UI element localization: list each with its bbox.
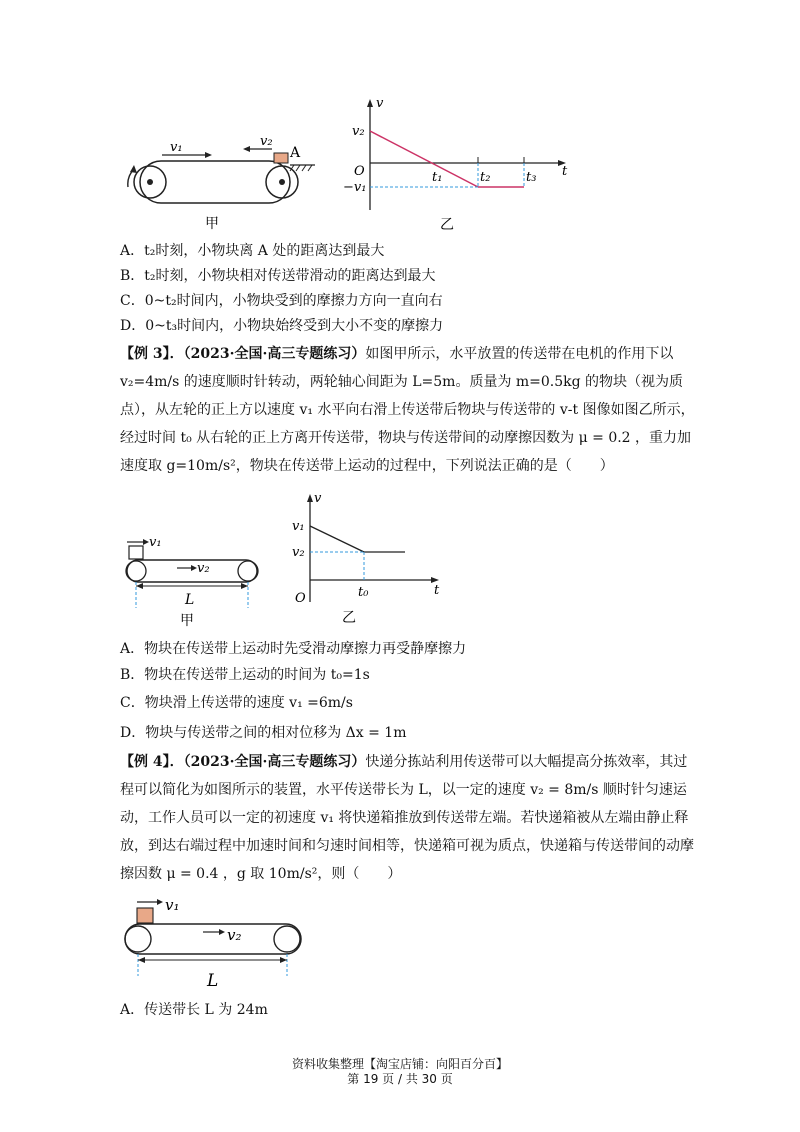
- fig1-yi-v-axis: v: [376, 96, 384, 111]
- footer-source: 资料收集整理【淘宝店铺：向阳百分百】: [291, 1057, 508, 1071]
- fig1-v1-label: v₁: [170, 140, 183, 155]
- fig1-yi-t1: t₁: [432, 170, 443, 185]
- ex4-text: 快递分拣站利用传送带可以大幅提高分拣效率，其过程可以简化为如图所示的装置，水平传送带长为 L，以一定的速度 v₂ = 8m/s 顺时针匀速运动，工作人员可以一定的初速度 v₁ 将快递箱推放到传送带左端。若快递箱被从左端由静止释放，到达右端过程中加速时间和匀速时间相等，快递箱可视为质点，快递箱与传送带间的动摩擦因数 μ = 0.4 ，g 取 10m/s²，则（ ）: [120, 754, 694, 882]
- ex4-fig-v2: v₂: [227, 926, 242, 944]
- q2-option-b: B．t₂时刻，小物块相对传送带滑动的距离达到最大: [120, 268, 436, 284]
- ex3-label: 【例 3】．: [120, 346, 184, 362]
- fig1-jia-caption: 甲: [205, 216, 219, 232]
- ex3-yi-v-axis: v: [314, 491, 322, 506]
- ex3-fig-jia: [115, 530, 265, 630]
- fig1-yi-caption: 乙: [440, 217, 454, 233]
- fig1-v2-label: v₂: [260, 134, 273, 149]
- ex4-fig-L: L: [207, 971, 219, 991]
- fig1-yi-mv1: −v₁: [343, 180, 367, 195]
- ex3-option-c: C．物块滑上传送带的速度 v₁ =6m/s: [120, 695, 353, 711]
- ex3-fig-yi: [280, 490, 450, 630]
- ex3-option-b: B．物块在传送带上运动的时间为 t₀=1s: [120, 667, 370, 683]
- q2-option-c: C．0~t₂时间内，小物块受到的摩擦力方向一直向右: [120, 293, 443, 309]
- fig1-yi-v2: v₂: [352, 124, 365, 139]
- ex3-jia-caption: 甲: [180, 613, 194, 629]
- ex3-yi-t-axis: t: [434, 583, 440, 598]
- ex3-option-a: A．物块在传送带上运动时先受滑动摩擦力再受静摩擦力: [120, 641, 467, 657]
- q2-option-d: D．0~t₃时间内，小物块始终受到大小不变的摩擦力: [120, 318, 444, 334]
- ex3-jia-L: L: [185, 592, 195, 608]
- ex4-source: （2023·全国·高三专题练习）: [183, 754, 366, 770]
- ex4-label: 【例 4】．: [120, 754, 184, 770]
- page-number: 第 19 页 / 共 30 页: [347, 1072, 453, 1086]
- fig1-A-label: A: [290, 145, 301, 161]
- ex4-question: [120, 748, 700, 888]
- ex3-text: 如图甲所示，水平放置的传送带在电机的作用下以 v₂=4m/s 的速度顺时针转动，两轮轴心间距为 L=5m。质量为 m=0.5kg 的物块（视为质点），从左轮的正上方以速度 v₁ 水平向右滑上传送带后物块与传送带的 v-t 图像如图乙所示，经过时间 t₀ 从右轮的正上方离开传送带，物块与传送带间的动摩擦因数为 μ = 0.2 ，重力加速度取 g=10m/s²，物块在传送带上运动的过程中，下列说法正确的是（ ）: [120, 346, 695, 474]
- fig1-yi: [340, 95, 580, 235]
- fig1-yi-t2: t₂: [480, 170, 491, 185]
- ex3-yi-origin: O: [295, 591, 306, 606]
- ex3-yi-t0: t₀: [358, 585, 369, 600]
- q2-option-a: A．t₂时刻，小物块离 A 处的距离达到最大: [120, 243, 385, 259]
- ex3-question: [120, 340, 700, 480]
- ex3-option-d: D．物块与传送带之间的相对位移为 Δx = 1m: [120, 725, 407, 741]
- fig1-yi-origin: O: [354, 164, 365, 179]
- ex4-fig-v1: v₁: [165, 896, 180, 914]
- ex3-source: （2023·全国·高三专题练习）: [183, 346, 366, 362]
- fig1-jia: [110, 125, 330, 235]
- ex3-yi-caption: 乙: [342, 610, 356, 626]
- ex4-option-a: A．传送带长 L 为 24m: [120, 1002, 268, 1018]
- fig1-yi-t3: t₃: [526, 170, 537, 185]
- ex3-yi-v1: v₁: [292, 519, 305, 534]
- fig1-yi-t-axis: t: [562, 164, 568, 179]
- ex3-jia-v2: v₂: [197, 561, 210, 576]
- ex3-jia-v1: v₁: [149, 535, 162, 550]
- ex3-yi-v2: v₂: [292, 545, 305, 560]
- ex4-fig: [115, 890, 315, 995]
